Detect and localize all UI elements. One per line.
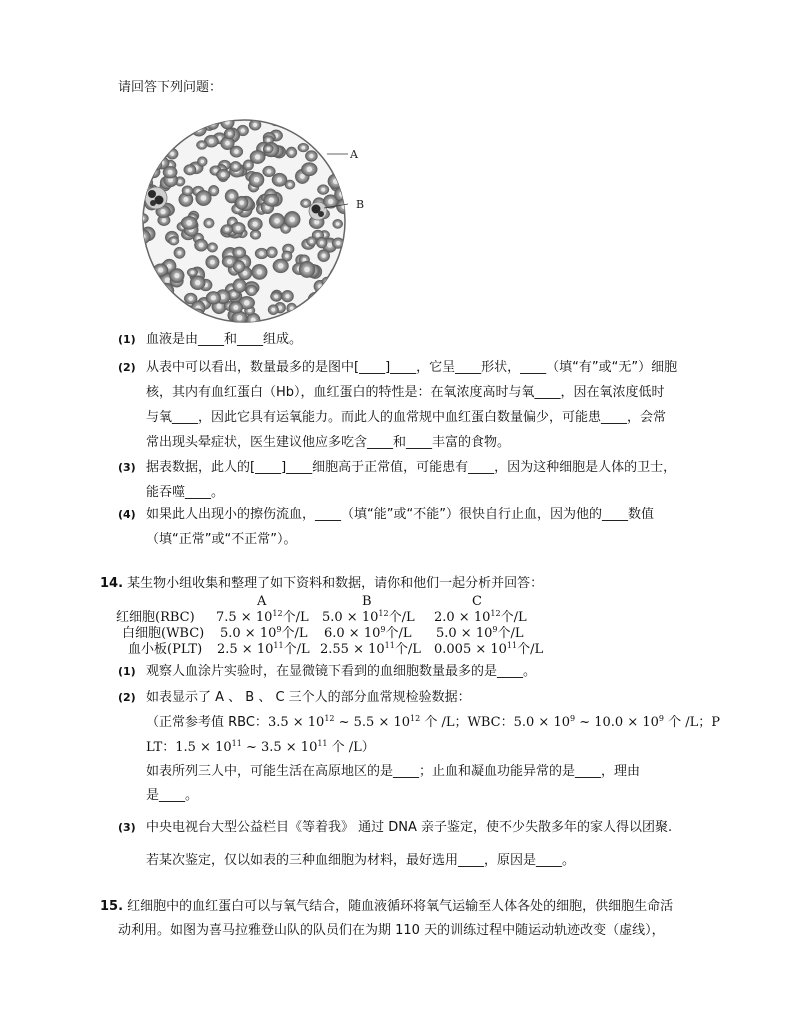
red-blood-cell-center	[243, 271, 248, 276]
q13-item-3: (3) 据表数据，此人的[____]____细胞高于正常值，可能患有____，因为这种细胞是人体的卫士， 能吞噬____。	[118, 460, 677, 500]
red-blood-cell-center	[191, 271, 195, 275]
red-blood-cell-center	[201, 160, 205, 164]
red-blood-cell-center	[158, 267, 163, 272]
red-blood-cell-center	[290, 151, 294, 155]
intro-text: 请回答下列问题：	[118, 80, 223, 95]
red-blood-cell	[304, 313, 319, 326]
red-blood-cell	[168, 116, 183, 129]
red-blood-cell	[162, 116, 177, 130]
red-blood-cell-center	[329, 291, 334, 296]
red-blood-cell-center	[195, 311, 199, 315]
red-blood-cell	[191, 309, 204, 320]
red-blood-cell	[192, 123, 207, 137]
red-blood-cell-center	[217, 304, 222, 309]
red-blood-cell	[197, 318, 207, 326]
red-blood-cell-center	[284, 226, 288, 230]
red-blood-cell-center	[165, 277, 171, 283]
red-blood-cell	[170, 122, 186, 139]
red-blood-cell-center	[285, 254, 289, 258]
q13-item-1: (1) 血液是由____和____组成。	[118, 332, 303, 347]
red-blood-cell	[310, 121, 320, 132]
q13-item-4: (4) 如果此人出现小的擦伤流血，____（填“能”或“不能”）很快自行止血，因为他的____数值 （填“正常”或“不正常”）。	[118, 507, 654, 547]
q14-item-2: (2) 如表显示了 A 、 B 、 C 三个人的部分血常规检验数据：	[118, 690, 471, 705]
reference-values-line2: LT：$1.5 \times 10^{11}$ ~ $3.5 \times 10^{11}$ 个 /L）	[146, 739, 375, 755]
blood-smear-figure	[134, 116, 380, 326]
red-blood-cell-center	[270, 250, 274, 254]
red-blood-cell-center	[175, 126, 179, 130]
red-blood-cell-center	[140, 315, 145, 320]
q15-line1: 15. 红细胞中的血红蛋白可以与氧气结合，随血液循环将氧气运输至人体各处的细胞，供细胞生命活	[100, 899, 674, 914]
red-blood-cell	[151, 148, 162, 158]
red-blood-cell-center	[140, 216, 145, 221]
red-blood-cell-center	[247, 163, 251, 167]
red-blood-cell-center	[286, 247, 290, 251]
red-blood-cell	[322, 277, 332, 287]
q14-item-3-cont: 若某次鉴定，仅以如表的三种血细胞为材料，最好选用____，原因是____。	[146, 853, 576, 868]
red-blood-cell-center	[301, 123, 306, 128]
label-b: B	[356, 198, 365, 211]
red-blood-cell-center	[259, 251, 264, 256]
red-blood-cell-center	[155, 151, 159, 155]
red-blood-cell-center	[207, 221, 211, 225]
red-blood-cell-center	[210, 260, 215, 265]
red-blood-cell-center	[188, 296, 193, 301]
red-blood-cell	[152, 294, 163, 303]
red-blood-cell-center	[173, 118, 178, 123]
red-blood-cell-center	[310, 240, 314, 244]
white-blood-cell-left	[145, 187, 167, 209]
red-blood-cell	[136, 213, 149, 223]
red-blood-cell-center	[334, 118, 338, 122]
red-blood-cell-center	[334, 271, 338, 275]
red-blood-cell-center	[336, 279, 342, 285]
red-blood-cell-center	[257, 269, 263, 275]
red-blood-cell-center	[241, 128, 245, 132]
red-blood-cell	[333, 131, 348, 143]
red-blood-cell-center	[175, 317, 179, 321]
red-blood-cell-center	[211, 295, 216, 300]
red-blood-cell	[159, 283, 174, 298]
red-blood-cell-center	[232, 292, 236, 296]
red-blood-cell-center	[285, 294, 289, 298]
q14-item-3: (3) 中央电视台大型公益栏目《等着我》 通过 DNA 亲子鉴定，使不少失散多年的家人得以团聚.	[118, 820, 673, 835]
red-blood-cell-center	[253, 222, 258, 227]
red-blood-cell-center	[336, 222, 340, 226]
red-blood-cell-center	[157, 147, 161, 151]
red-blood-cell-center	[304, 267, 310, 273]
red-blood-cell-center	[309, 316, 314, 321]
red-blood-cell-center	[313, 297, 318, 302]
red-blood-cell-center	[309, 154, 313, 158]
red-blood-cell-center	[277, 119, 281, 123]
red-blood-cell-center	[269, 197, 274, 202]
red-blood-cell	[317, 305, 329, 318]
red-blood-cell-center	[186, 220, 192, 226]
red-blood-cell-center	[186, 309, 190, 313]
red-blood-cell-center	[320, 241, 324, 245]
red-blood-cell-center	[237, 264, 241, 268]
red-blood-cell	[297, 119, 310, 130]
table-header-c: C	[472, 594, 482, 609]
red-blood-cell-center	[225, 227, 229, 231]
q14-stem: 14. 某生物小组收集和整理了如下资料和数据，请你和他们一起分析并回答：	[100, 576, 544, 591]
red-blood-cell-center	[274, 295, 278, 299]
red-blood-cell-center	[225, 141, 230, 146]
q14-item-1: (1) 观察人血涂片实验时，在显微镜下看到的血细胞数量最多的是____。	[118, 664, 537, 679]
red-blood-cell-center	[178, 180, 182, 184]
red-blood-cell-center	[143, 168, 147, 172]
red-blood-cell	[136, 312, 150, 324]
red-blood-cell-center	[188, 168, 192, 172]
red-blood-cell-center	[148, 276, 154, 282]
red-blood-cell-center	[237, 315, 243, 321]
red-blood-cell-center	[339, 154, 343, 158]
red-blood-cell-center	[237, 250, 242, 255]
red-blood-cell-center	[195, 312, 199, 316]
red-blood-cell-center	[236, 226, 241, 231]
red-blood-cell-center	[234, 165, 238, 169]
red-blood-cell-center	[201, 195, 207, 201]
red-blood-cell	[171, 123, 182, 131]
red-blood-cell	[175, 309, 187, 321]
red-blood-cell-center	[271, 308, 275, 312]
red-blood-cell-center	[144, 180, 149, 185]
red-blood-cell	[280, 118, 291, 128]
label-a: A	[350, 148, 358, 161]
q14-item-2-question: 如表所列三人中，可能生活在高原地区的是____；止血和凝血功能异常的是____，理由	[146, 764, 641, 779]
red-blood-cell	[331, 268, 342, 277]
red-blood-cell-center	[278, 263, 284, 269]
red-blood-cell-center	[214, 169, 218, 173]
red-blood-cell-center	[327, 243, 332, 248]
red-blood-cell-center	[172, 239, 176, 243]
red-blood-cell-center	[311, 311, 315, 315]
red-blood-cell-center	[267, 147, 271, 151]
red-blood-cell-center	[338, 299, 342, 303]
red-blood-cell-center	[168, 170, 173, 175]
red-blood-cell-center	[162, 218, 166, 222]
red-blood-cell-center	[289, 217, 295, 223]
table-header-b: B	[362, 594, 372, 609]
red-blood-cell-center	[167, 120, 172, 125]
red-blood-cell-center	[170, 152, 174, 156]
red-blood-cell-center	[200, 320, 204, 324]
red-blood-cell-center	[338, 134, 343, 139]
red-blood-cell-center	[145, 149, 150, 154]
red-blood-cell	[307, 307, 320, 319]
red-blood-cell-center	[253, 123, 257, 127]
red-blood-cell-center	[142, 186, 147, 191]
red-blood-cell-center	[156, 296, 160, 300]
red-blood-cell-center	[227, 259, 232, 264]
red-blood-cell-center	[304, 201, 308, 205]
red-blood-cell-center	[307, 166, 313, 172]
red-blood-cell	[335, 152, 346, 161]
red-blood-cell-center	[339, 317, 343, 321]
red-blood-cell-center	[250, 288, 254, 292]
red-blood-cell-center	[244, 300, 250, 306]
red-blood-cell-center	[336, 241, 340, 245]
red-blood-cell-center	[228, 132, 232, 136]
red-blood-cell-center	[195, 280, 200, 285]
red-blood-cell-center	[199, 243, 204, 248]
red-blood-cell-center	[320, 127, 325, 132]
red-blood-cell	[331, 275, 347, 289]
red-blood-cell-center	[274, 120, 278, 124]
red-blood-cell-center	[314, 125, 318, 129]
red-blood-cell-center	[211, 246, 215, 250]
red-blood-cell	[336, 314, 348, 324]
red-blood-cell-center	[212, 189, 216, 193]
red-blood-cell-center	[220, 294, 225, 299]
red-blood-cell-center	[267, 138, 271, 142]
red-blood-cell-center	[178, 251, 182, 255]
red-blood-cell	[153, 144, 164, 154]
red-blood-cell-center	[254, 233, 258, 237]
red-blood-cell-center	[288, 183, 292, 187]
red-blood-cell	[140, 144, 155, 158]
red-blood-cell-center	[254, 177, 259, 182]
red-blood-cell-center	[174, 273, 179, 278]
q14-item-2-question-cont: 是____。	[146, 788, 199, 803]
red-blood-cell-center	[255, 154, 260, 159]
q15-line2: 动利用。如图为喜马拉雅登山队的队员们在为期 110 天的训练过程中随运动轨迹改变（虚线），	[118, 923, 665, 938]
red-blood-cell-center	[301, 146, 305, 150]
red-blood-cell-center	[175, 127, 181, 133]
red-blood-cell-center	[233, 305, 238, 310]
red-blood-cell-center	[321, 188, 325, 192]
red-blood-cell-center	[229, 194, 234, 199]
red-blood-cell-center	[321, 309, 325, 313]
red-blood-cell	[139, 165, 150, 175]
red-blood-cell-center	[161, 209, 166, 214]
table-header-a: A	[257, 594, 267, 609]
red-blood-cell	[170, 314, 183, 325]
red-blood-cell-center	[237, 283, 242, 288]
red-blood-cell-center	[274, 218, 280, 224]
red-blood-cell	[316, 123, 330, 135]
red-blood-cell	[143, 272, 159, 286]
red-blood-cell-center	[140, 234, 145, 239]
red-blood-cell-center	[328, 199, 333, 204]
red-blood-cell-center	[300, 174, 305, 179]
q13-item-2: (2) 从表中可以看出，数量最多的是图中[____]____，它呈____形状，____（填“有”或“无”）细胞 核，其内有血红蛋白（Hb），血红蛋白的特性是：在氧浓度高时与氧____，因在氧浓度低时 与氧____，因此它具有运氧能力。而此人的血常规中血红蛋白数量偏少，可能患____，会常 常出现头晕症状，医生建议他应多吃含____和____丰富的食物。	[118, 360, 678, 450]
red-blood-cell-center	[183, 197, 188, 202]
red-blood-cell-center	[200, 143, 204, 147]
red-blood-cell-center	[209, 139, 214, 144]
red-blood-cell-center	[267, 169, 271, 173]
red-blood-cell-center	[277, 177, 282, 182]
red-blood-cell-center	[340, 119, 344, 123]
red-blood-cell-center	[284, 121, 288, 125]
red-blood-cell-center	[322, 254, 326, 258]
red-blood-cell	[324, 287, 339, 301]
red-blood-cell-center	[186, 189, 190, 193]
red-blood-cell-center	[178, 313, 182, 317]
red-blood-cell-center	[234, 149, 239, 154]
red-blood-cell	[151, 160, 162, 170]
red-blood-cell	[334, 296, 345, 306]
red-blood-cell	[336, 116, 347, 126]
red-blood-cell-center	[189, 310, 193, 314]
white-blood-cell-b	[309, 202, 327, 220]
red-blood-cell	[308, 292, 323, 307]
red-blood-cell-center	[316, 233, 320, 237]
red-blood-cell-center	[221, 172, 226, 177]
red-blood-cell	[207, 118, 219, 130]
red-blood-cell	[330, 116, 342, 126]
reference-values-line1: （正常参考值 RBC：$3.5 \times 10^{12}$ ~ $5.5 \times 10^{12}$ 个 /L；WBC：$5.0 \times 10^9$ ~ $10.0 \times 10^9$ 个 /L；P	[146, 714, 721, 730]
red-blood-cell-center	[239, 201, 244, 206]
red-blood-cell-center	[155, 163, 159, 167]
